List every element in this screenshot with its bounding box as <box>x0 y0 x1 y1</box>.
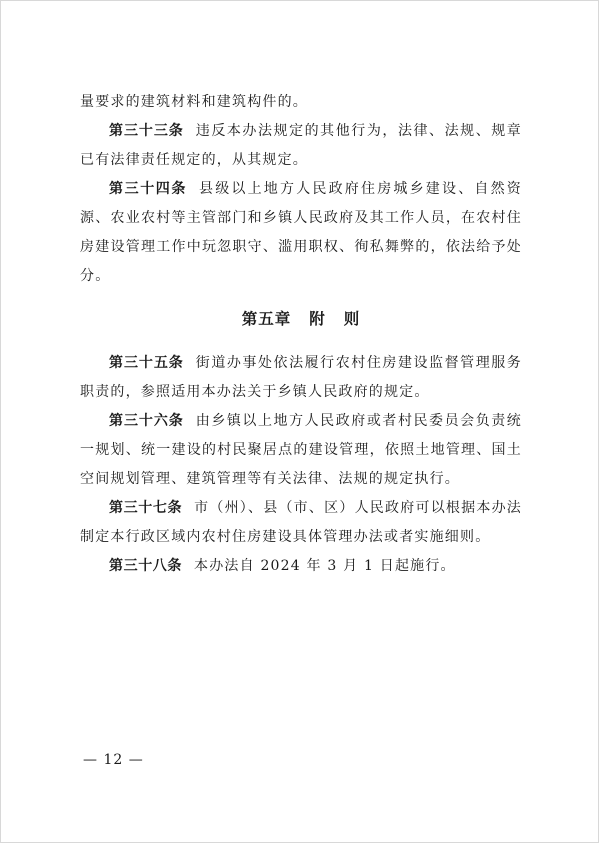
chapter-title-char-2: 则 <box>343 310 361 328</box>
page-number: — 12 — <box>83 752 144 768</box>
article-number: 第三十六条 <box>109 413 184 429</box>
article-text: 市（州）、县（市、区）人民政府可以根据本办法制定本行政区域内农村住房建设具体管理办法或者实施细则。 <box>80 500 523 545</box>
paragraph-text: 量要求的建筑材料和建筑构件的。 <box>80 94 308 110</box>
article-text: 本办法自 2024 年 3 月 1 日起施行。 <box>194 558 456 574</box>
chapter-title-char-1: 附 <box>309 310 326 328</box>
article-35 <box>80 349 522 407</box>
article-34 <box>80 175 522 291</box>
article-number: 第三十八条 <box>109 558 182 574</box>
chapter-number: 第五章 <box>241 310 292 328</box>
article-36 <box>80 407 522 494</box>
chapter-heading <box>80 299 522 339</box>
article-number: 第三十五条 <box>109 355 184 371</box>
article-text: 县级以上地方人民政府住房城乡建设、自然资源、农业农村等主管部门和乡镇人民政府及其工作人员，在农村住房建设管理工作中玩忽职守、滥用职权、徇私舞弊的，依法给予处分。 <box>80 181 522 284</box>
paragraph-continuation <box>80 88 522 117</box>
article-38 <box>80 552 522 581</box>
article-number: 第三十七条 <box>109 500 183 516</box>
article-number: 第三十四条 <box>109 181 187 197</box>
article-text: 由乡镇以上地方人民政府或者村民委员会负责统一规划、统一建设的村民聚居点的建设管理，依照土地管理、国土空间规划管理、建筑管理等有关法律、法规的规定执行。 <box>80 413 523 487</box>
article-33 <box>80 117 522 175</box>
article-37 <box>80 494 522 552</box>
document-body <box>80 88 522 581</box>
article-number: 第三十三条 <box>109 123 184 139</box>
article-text: 违反本办法规定的其他行为，法律、法规、规章已有法律责任规定的，从其规定。 <box>80 123 523 168</box>
article-text: 街道办事处依法履行农村住房建设监督管理服务职责的，参照适用本办法关于乡镇人民政府的规定。 <box>80 355 523 400</box>
